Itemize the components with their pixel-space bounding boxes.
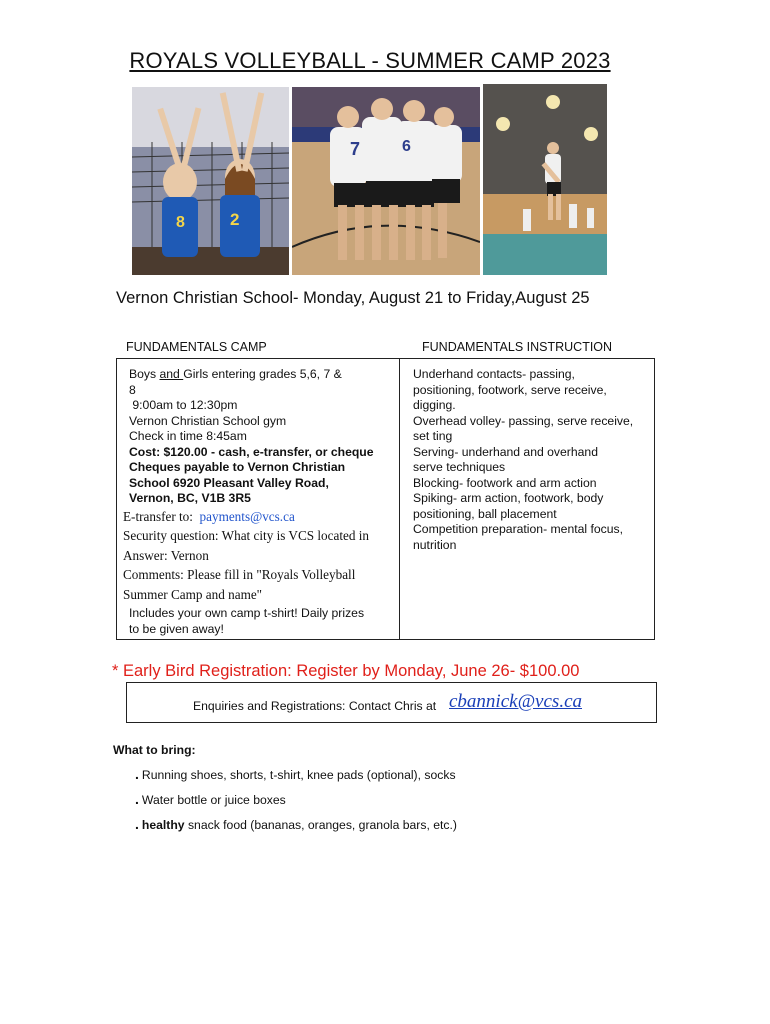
bring-item-bold: healthy: [141, 818, 185, 832]
column-divider: [399, 359, 400, 639]
bring-item: [135, 816, 457, 832]
camp-details-column: [117, 367, 393, 637]
security-answer: Answer: Vernon: [123, 547, 209, 563]
cheques-line-1: Cheques payable to Vernon Christian: [129, 460, 346, 474]
volleyball-serve-photo: [483, 84, 607, 275]
fundamentals-camp-heading: FUNDAMENTALS CAMP: [126, 340, 267, 354]
etransfer-label: E-transfer to:: [123, 508, 200, 524]
fundamentals-instruction-heading: FUNDAMENTALS INSTRUCTION: [422, 340, 613, 354]
cheques-line-2: School 6920 Pleasant Valley Road,: [129, 475, 329, 490]
eligibility-and: and: [159, 367, 184, 381]
instruction-line: Competition preparation- mental focus,: [413, 522, 624, 536]
instruction-line: positioning, footwork, serve receive,: [413, 382, 607, 397]
instruction-line: digging.: [413, 398, 456, 412]
bullet-icon: .: [135, 791, 139, 807]
camp-details-table: [116, 358, 655, 640]
bullet-icon: .: [135, 816, 139, 832]
instruction-line: positioning, ball placement: [413, 506, 557, 521]
page-title: ROYALS VOLLEYBALL - SUMMER CAMP 2023: [129, 48, 611, 73]
jersey-number: 2: [230, 210, 240, 229]
instruction-line: Serving- underhand and overhand: [413, 444, 598, 459]
camp-time: 9:00am to 12:30pm: [129, 398, 238, 412]
comments-line-1: Comments: Please fill in "Royals Volleyball: [123, 567, 356, 582]
early-bird-notice: * Early Bird Registration: Register by Monday, June 26- $100.00: [112, 662, 580, 680]
bring-item-text: Running shoes, shorts, t-shirt, knee pads (optional), socks: [141, 768, 456, 782]
jersey-number: 7: [350, 139, 361, 159]
eligibility-line: [117, 367, 393, 383]
eligibility-prefix: Boys: [129, 367, 160, 381]
includes-line-2: to be given away!: [129, 621, 224, 636]
bring-item: [135, 791, 286, 807]
instruction-line: Underhand contacts- passing,: [413, 367, 575, 381]
camp-cost: Cost: $120.00 - cash, e-transfer, or cheque: [129, 444, 374, 459]
volleyball-blockers-photo: [132, 87, 289, 275]
etransfer-email-link[interactable]: payments@vcs.ca: [199, 508, 295, 524]
eligibility-cont: 8: [129, 382, 136, 397]
etransfer-line: [117, 507, 393, 527]
enquiries-box: [126, 682, 657, 723]
contact-email-link[interactable]: cbannick@vcs.ca: [449, 691, 582, 712]
bring-item-text: snack food (bananas, oranges, granola bars, etc.): [184, 818, 457, 832]
camp-location: Vernon Christian School gym: [129, 413, 287, 428]
comments-line-2: Summer Camp and name": [123, 586, 263, 602]
bring-item: [135, 766, 456, 782]
instruction-line: serve techniques: [413, 460, 506, 474]
instruction-line: Blocking- footwork and arm action: [413, 475, 597, 490]
jersey-number: 6: [402, 138, 411, 155]
eligibility-rest: Girls entering grades 5,6, 7 &: [183, 367, 342, 381]
checkin-time: Check in time 8:45am: [129, 429, 247, 443]
instruction-line: nutrition: [413, 537, 457, 552]
camp-dates: Vernon Christian School- Monday, August 21 to Friday,August 25: [116, 289, 590, 307]
instruction-column: [413, 367, 649, 553]
bring-item-text: Water bottle or juice boxes: [141, 793, 286, 807]
instruction-line: Overhead volley- passing, serve receive,: [413, 413, 634, 428]
instruction-line: set ting: [413, 429, 453, 443]
instruction-line: Spiking- arm action, footwork, body: [413, 491, 604, 505]
team-huddle-photo: [292, 87, 480, 275]
what-to-bring-heading: What to bring:: [113, 743, 196, 757]
jersey-number: 8: [176, 214, 185, 231]
includes-line-1: Includes your own camp t-shirt! Daily prizes: [129, 606, 365, 620]
bullet-icon: .: [135, 766, 139, 782]
enquiries-text: Enquiries and Registrations: Contact Chris at: [193, 699, 437, 713]
security-question: Security question: What city is VCS located in: [123, 528, 370, 543]
cheques-line-3: Vernon, BC, V1B 3R5: [129, 491, 251, 505]
